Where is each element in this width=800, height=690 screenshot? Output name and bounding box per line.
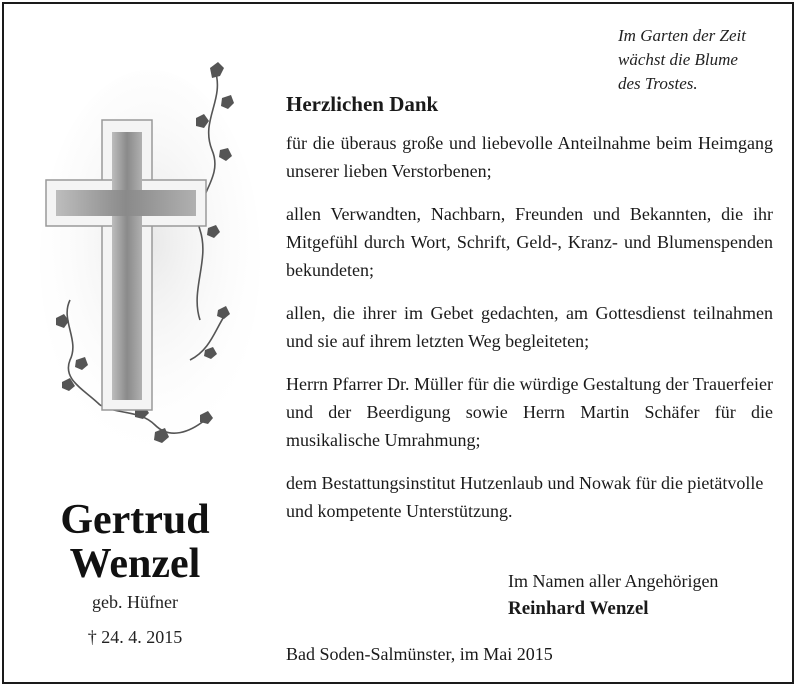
motto-line: Im Garten der Zeit bbox=[618, 26, 746, 45]
thanks-paragraph: allen, die ihrer im Gebet gedachten, am Gottesdienst teilnahmen und sie auf ihrem letzten Weg begleiteten; bbox=[286, 303, 773, 351]
thanks-paragraph: Herrn Pfarrer Dr. Müller für die würdige Gestaltung der Trauerfeier und der Beerdigung sowie Herrn Martin Schäfer für die musikalische Umrahmung; bbox=[286, 374, 773, 450]
place-and-date: Bad Soden-Salmünster, im Mai 2015 bbox=[286, 644, 553, 664]
thanks-paragraph: für die überaus große und liebevolle Anteilnahme beim Heimgang unserer lieben Verstorbenen; bbox=[286, 133, 773, 181]
signature-block bbox=[508, 567, 718, 623]
deceased-first-name: Gertrud bbox=[60, 497, 210, 543]
thanks-paragraph: allen Verwandten, Nachbarn, Freunden und Bekannten, die ihr Mitgefühl durch Wort, Schrift, Geld-, Kranz- und Blumenspenden bekundeten; bbox=[286, 204, 773, 280]
deceased-birth-name: geb. Hüfner bbox=[92, 592, 178, 612]
motto-verse bbox=[618, 24, 788, 96]
cross-with-ivy-image bbox=[40, 60, 270, 460]
motto-line: wächst die Blume bbox=[618, 50, 738, 69]
signature-intro: Im Namen aller Angehörigen bbox=[508, 571, 719, 591]
signature-name: Reinhard Wenzel bbox=[508, 598, 649, 619]
deceased-death-date: † 24. 4. 2015 bbox=[87, 627, 183, 647]
thanks-paragraph: dem Bestattungsinstitut Hutzenlaub und Nowak für die pietätvolle und kompetente Unterstützung. bbox=[286, 473, 764, 521]
deceased-last-name: Wenzel bbox=[69, 541, 201, 587]
notice-heading: Herzlichen Dank bbox=[286, 92, 439, 116]
motto-line: des Trostes. bbox=[618, 74, 698, 93]
notice-body bbox=[286, 90, 773, 540]
